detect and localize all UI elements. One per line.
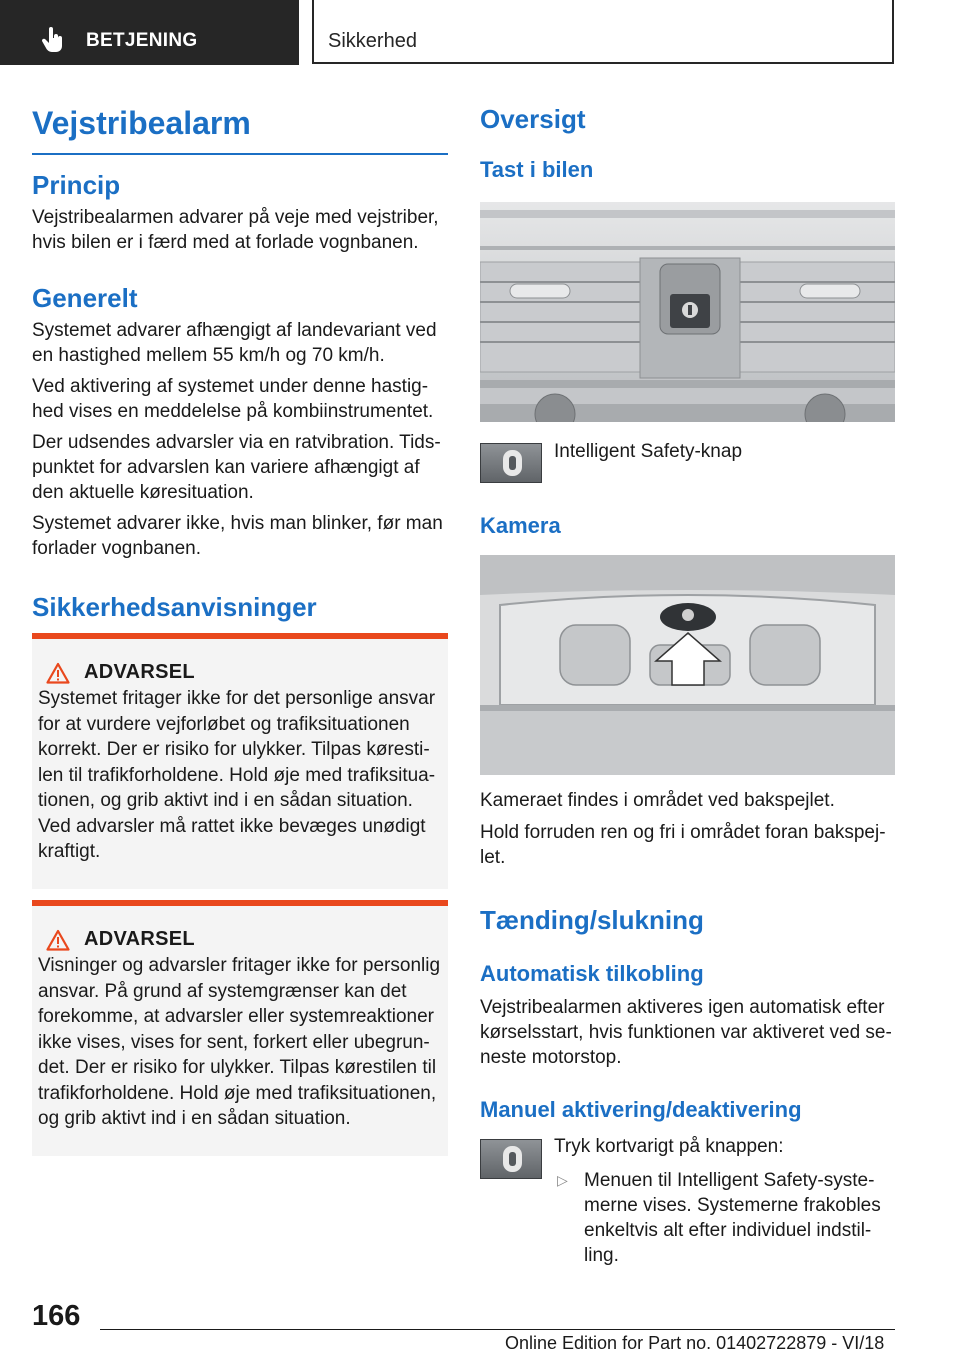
overview-section xyxy=(480,104,895,183)
camera-paragraph-1: Kameraet findes i området ved bakspejlet. xyxy=(480,790,835,811)
safety-heading: Sikkerhedsanvisninger xyxy=(32,592,317,622)
warning-1-text: Systemet fritager ikke for det personlige ansvar for at vurdere vejforløbet og trafiksituationen korrekt. Der er risiko for ulykker. Tilpas køresti‐len til trafikforholdene. Hold øje med trafiksitua‐tionen, og grib aktivt ind i en sådan situation. Ved advarsler må rattet ikke bevæges unødigt kraftigt. xyxy=(38,688,436,862)
manual-heading: Manuel aktivering/deaktivering xyxy=(480,1097,802,1122)
button-caption: Intelligent Safety-knap xyxy=(554,441,743,462)
warning-2-text: Visninger og advarsler fritager ikke for personlig ansvar. På grund af systemgrænser kan det forekomme, at advarsler eller systemreaktioner ikke vises, vises for sent, forkert eller ubegrun‐det. Der er risiko for ulykker. Tilpas kørestilen til trafikforholdene. Hold øje med trafiksituationen, og grib aktivt ind i en sådan situation. xyxy=(38,955,441,1129)
camera-image xyxy=(480,555,895,775)
auto-heading: Automatisk tilkobling xyxy=(480,961,704,986)
warning-triangle-icon xyxy=(46,929,70,951)
dashboard-button-image xyxy=(480,202,895,422)
general-heading: Generelt xyxy=(32,283,138,313)
warning-triangle-icon xyxy=(46,662,70,684)
principle-section xyxy=(32,170,448,255)
principle-text: Vejstribealarmen advarer på veje med vejstriber, hvis bilen er i færd med at forlade vognbanen. xyxy=(32,207,439,253)
dashboard-illustration xyxy=(480,202,895,422)
manual-text: Tryk kortvarigt på knappen: xyxy=(554,1136,784,1157)
camera-paragraph-2: Hold forruden ren og fri i området foran bakspej‐let. xyxy=(480,822,886,868)
bullet-triangle-icon: ▷ xyxy=(557,1172,568,1188)
edition-text: Online Edition for Part no. 01402722879 - VI/18 xyxy=(505,1333,885,1353)
warning-box-1 xyxy=(32,633,448,889)
chapter-tab xyxy=(312,0,894,64)
intelligent-safety-button-icon xyxy=(480,1139,542,1179)
general-paragraph-1: Systemet advarer afhængigt af landevariant ved en hastighed mellem 55 km/h og 70 km/h. xyxy=(32,320,437,366)
title-rule xyxy=(32,153,448,155)
section-tab xyxy=(0,0,299,65)
onoff-heading: Tænding/slukning xyxy=(480,905,704,935)
general-section xyxy=(32,283,448,561)
section-label: BETJENING xyxy=(86,30,198,51)
warning-box-2 xyxy=(32,900,448,1156)
safety-section xyxy=(32,592,448,623)
intelligent-safety-button-icon xyxy=(480,443,542,483)
warning-1-title: ADVARSEL xyxy=(84,661,195,683)
hand-pointer-icon xyxy=(40,27,66,53)
footer-rule xyxy=(100,1329,895,1330)
overview-heading: Oversigt xyxy=(480,104,586,134)
general-paragraph-3: Der udsendes advarsler via en ratvibration. Tids‐punktet for advarslen kan variere afhængigt af den aktuelle køresituation. xyxy=(32,432,441,503)
page-number: 166 xyxy=(32,1300,81,1332)
principle-heading: Princip xyxy=(32,170,121,200)
general-paragraph-2: Ved aktivering af systemet under denne hastig‐hed vises en meddelelse på kombiinstrumentet. xyxy=(32,376,434,422)
page-title: Vejstribealarm xyxy=(32,105,251,141)
button-heading: Tast i bilen xyxy=(480,157,594,182)
camera-heading: Kamera xyxy=(480,513,561,538)
general-paragraph-4: Systemet advarer ikke, hvis man blinker, før man forlader vognbanen. xyxy=(32,513,443,559)
chapter-label: Sikkerhed xyxy=(328,30,417,52)
warning-2-title: ADVARSEL xyxy=(84,928,195,950)
camera-illustration xyxy=(480,555,895,775)
manual-bullet-text: Menuen til Intelligent Safety-syste‐merne vises. Systemerne frakobles enkeltvis alt efter individuel indstil‐ling. xyxy=(584,1170,881,1266)
left-column xyxy=(32,104,448,155)
auto-text: Vejstribealarmen aktiveres igen automatisk efter kørselsstart, hvis funktionen var aktiveret ved se‐neste motorstop. xyxy=(480,997,892,1068)
